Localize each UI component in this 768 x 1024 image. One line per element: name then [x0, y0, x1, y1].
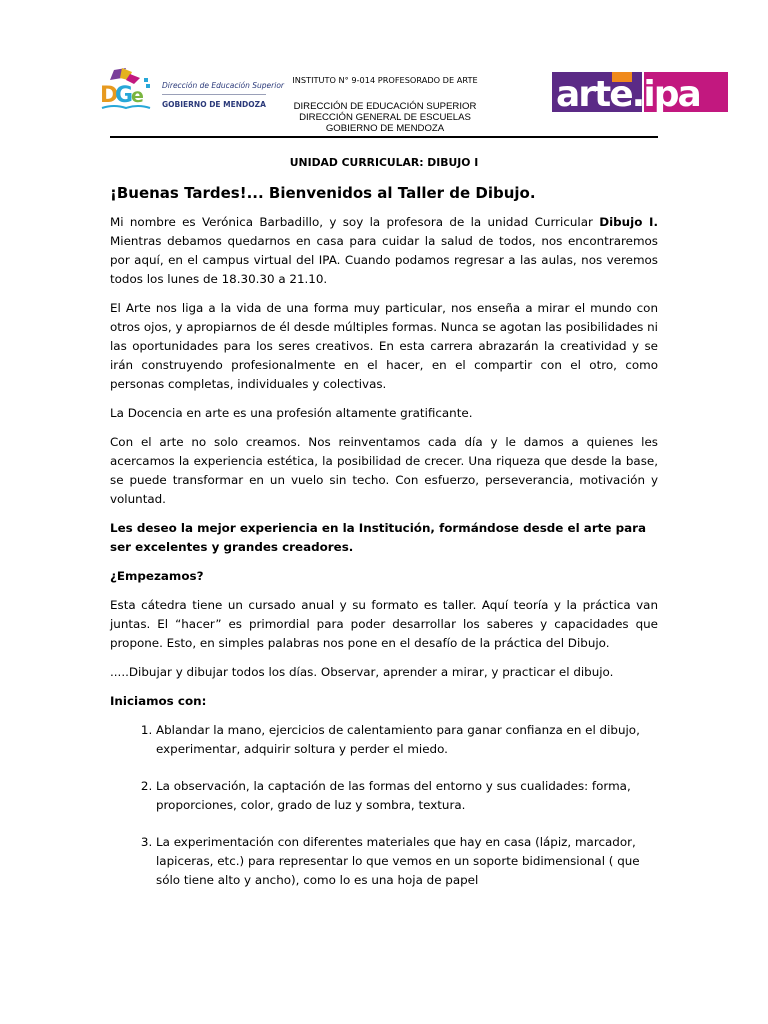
intro-course-name: Dibujo I. — [599, 215, 658, 229]
header-line-1: DIRECCIÓN DE EDUCACIÓN SUPERIOR — [293, 101, 477, 112]
arte-ipa-logo-icon — [552, 70, 730, 114]
paragraph-intro — [110, 213, 658, 289]
list-item: 1. Ablandar la mano, ejercicios de calentamiento para ganar confianza en el dibujo, experimentar, adquirir soltura y perder el miedo. — [156, 721, 658, 759]
intro-text-b: Mientras debamos quedarnos en casa para cuidar la salud de todos, nos encontraremos por aquí, en el campus virtual del IPA. Cuando podamos regresar a las aulas, nos veremos todos los lunes de 18.30.30 a 21.10. — [110, 234, 658, 286]
paragraph-empezamos: ¿Empezamos? — [110, 569, 204, 583]
unit-title: UNIDAD CURRICULAR: DIBUJO I — [289, 156, 479, 169]
paragraph-wishes: Les deseo la mejor experiencia en la Institución, formándose desde el arte para ser excelentes y grandes creadores. — [110, 521, 646, 554]
topics-list — [110, 721, 658, 890]
header-divider — [110, 136, 658, 138]
paragraph-creamos: Con el arte no solo creamos. Nos reinventamos cada día y le damos a quienes les acercamos la experiencia estética, la posibilidad de crecer. Una riqueza que desde la base, se puede transformar en un vuelo sin techo. Con esfuerzo, perseverancia, motivación y voluntad. — [110, 435, 658, 506]
dge-logo — [100, 64, 285, 116]
dge-logo-line1: Dirección de Educación Superior — [162, 81, 285, 90]
arte-ipa-logo — [552, 70, 730, 114]
paragraph-docencia: La Docencia en arte es una profesión altamente gratificante. — [110, 406, 473, 420]
header-line-2: DIRECCIÓN GENERAL DE ESCUELAS — [299, 112, 471, 123]
svg-text:D: D — [100, 83, 119, 108]
intro-text-a: Mi nombre es Verónica Barbadillo, y soy la profesora de la unidad Curricular — [110, 215, 600, 229]
svg-text:e: e — [131, 85, 144, 107]
header-lines — [250, 101, 520, 134]
dge-logo-icon — [100, 68, 152, 112]
greeting-heading: ¡Buenas Tardes!... Bienvenidos al Taller de Dibujo. — [110, 184, 536, 202]
paragraph-dibujar: .....Dibujar y dibujar todos los días. Observar, aprender a mirar, y practicar el dibujo. — [110, 665, 614, 679]
svg-text:G: G — [115, 83, 134, 108]
list-item: 2. La observación, la captación de las formas del entorno y sus cualidades: forma, proporciones, color, grado de luz y sombra, textura. — [156, 777, 658, 815]
header-line-3: GOBIERNO DE MENDOZA — [325, 123, 445, 134]
document-body — [110, 156, 658, 908]
dge-logo-line2: GOBIERNO DE MENDOZA — [162, 100, 266, 109]
institute-name: INSTITUTO N° 9-014 PROFESORADO DE ARTE — [292, 75, 478, 85]
header-center — [250, 75, 520, 134]
paragraph-iniciamos: Iniciamos con: — [110, 694, 207, 708]
list-item: 3. La experimentación con diferentes materiales que hay en casa (lápiz, marcador, lapiceras, etc.) para representar lo que vemos en un soporte bidimensional ( que sólo tiene alto y ancho), como lo es una hoja de papel — [156, 833, 658, 890]
paragraph-arte: El Arte nos liga a la vida de una forma muy particular, nos enseña a mirar el mundo con otros ojos, y apropiarnos de él desde múltiples formas. Nunca se agotan las posibilidades ni las oportunidades para los seres creativos. En esta carrera abrazarán la creatividad y se irán construyendo profesionalmente en el hacer, en el compartir con el otro, como personas completas, individuales y colectivas. — [110, 301, 658, 391]
arte-ipa-logo-text: arte.ipa — [556, 74, 700, 114]
paragraph-catedra: Esta cátedra tiene un cursado anual y su formato es taller. Aquí teoría y la práctica van juntas. El “hacer” es primordial para poder desarrollar los saberes y capacidades que propone. Esto, en simples palabras nos pone en el desafío de la práctica del Dibujo. — [110, 598, 658, 650]
